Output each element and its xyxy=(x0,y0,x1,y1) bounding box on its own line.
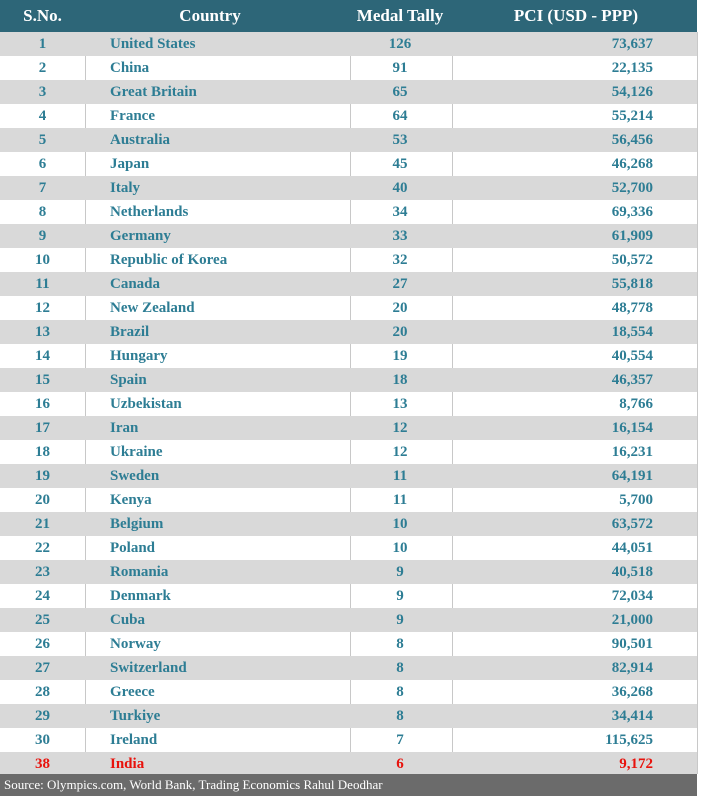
cell-country: Uzbekistan xyxy=(110,396,182,412)
table-row xyxy=(0,80,697,104)
cell-pci: 21,000 xyxy=(611,612,653,628)
table-row xyxy=(0,704,697,728)
cell-medal-tally: 34 xyxy=(392,204,408,220)
table-row xyxy=(0,512,697,536)
cell-pci: 22,135 xyxy=(611,60,653,76)
cell-country: Belgium xyxy=(110,516,164,532)
cell-country: New Zealand xyxy=(110,300,195,316)
cell-sno: 27 xyxy=(35,660,50,676)
cell-pci: 50,572 xyxy=(611,252,653,268)
cell-medal-tally: 20 xyxy=(392,300,408,316)
cell-sno: 14 xyxy=(35,348,50,364)
table-row xyxy=(0,440,697,464)
cell-sno: 26 xyxy=(35,636,50,652)
cell-sno: 18 xyxy=(35,444,50,460)
table-row xyxy=(0,488,697,512)
cell-medal-tally: 27 xyxy=(392,276,408,292)
table-row xyxy=(0,176,697,200)
cell-country: Italy xyxy=(110,180,140,196)
cell-sno: 13 xyxy=(35,324,50,340)
cell-country: Great Britain xyxy=(110,84,197,100)
cell-pci: 16,231 xyxy=(611,444,653,460)
table-row xyxy=(0,32,697,56)
cell-medal-tally: 53 xyxy=(392,132,408,148)
cell-pci: 115,625 xyxy=(605,732,653,748)
cell-medal-tally: 126 xyxy=(388,36,412,52)
cell-pci: 55,818 xyxy=(611,276,653,292)
table-row xyxy=(0,416,697,440)
table-row xyxy=(0,536,697,560)
cell-sno: 8 xyxy=(38,204,47,220)
cell-medal-tally: 91 xyxy=(392,60,408,76)
cell-country: Denmark xyxy=(110,588,171,604)
cell-pci: 46,357 xyxy=(611,372,653,388)
cell-sno: 2 xyxy=(38,60,47,76)
table-row xyxy=(0,128,697,152)
cell-country: Spain xyxy=(110,372,147,388)
cell-sno: 3 xyxy=(38,84,47,100)
cell-medal-tally: 9 xyxy=(396,588,404,604)
cell-pci: 55,214 xyxy=(611,108,653,124)
table-row xyxy=(0,608,697,632)
table-row xyxy=(0,56,697,80)
cell-pci: 8,766 xyxy=(619,396,653,412)
table-row xyxy=(0,104,697,128)
cell-country: Republic of Korea xyxy=(110,252,228,268)
cell-sno: 21 xyxy=(35,516,50,532)
cell-sno: 16 xyxy=(35,396,50,412)
cell-sno: 30 xyxy=(35,732,50,748)
cell-sno: 15 xyxy=(35,372,50,388)
cell-pci: 56,456 xyxy=(611,132,653,148)
cell-medal-tally: 10 xyxy=(392,540,408,556)
cell-medal-tally: 64 xyxy=(392,108,408,124)
cell-pci: 73,637 xyxy=(611,36,653,52)
cell-sno: 10 xyxy=(35,252,50,268)
table-row xyxy=(0,680,697,704)
cell-pci: 52,700 xyxy=(611,180,653,196)
cell-sno: 22 xyxy=(35,540,50,556)
cell-sno: 5 xyxy=(38,132,47,148)
cell-sno: 7 xyxy=(38,180,47,196)
table-row xyxy=(0,320,697,344)
cell-pci: 16,154 xyxy=(611,420,653,436)
cell-country: Japan xyxy=(110,156,150,172)
cell-medal-tally: 18 xyxy=(392,372,408,388)
table-row xyxy=(0,272,697,296)
cell-sno: 1 xyxy=(38,36,47,52)
table-row xyxy=(0,752,697,776)
cell-pci: 48,778 xyxy=(611,300,653,316)
cell-pci: 72,034 xyxy=(611,588,653,604)
cell-sno: 20 xyxy=(35,492,50,508)
cell-medal-tally: 9 xyxy=(396,564,404,580)
cell-sno: 4 xyxy=(38,108,47,124)
cell-sno: 25 xyxy=(35,612,50,628)
table-row xyxy=(0,392,697,416)
table-row xyxy=(0,584,697,608)
cell-country: Germany xyxy=(110,228,171,244)
source-footer: Source: Olympics.com, World Bank, Trading Economics Rahul Deodhar xyxy=(0,774,697,796)
cell-medal-tally: 7 xyxy=(396,732,404,748)
header-sno: S.No. xyxy=(23,6,62,25)
cell-country: Ukraine xyxy=(110,444,163,460)
table-row xyxy=(0,464,697,488)
cell-medal-tally: 45 xyxy=(392,156,408,172)
cell-sno: 23 xyxy=(35,564,50,580)
cell-country: Iran xyxy=(110,420,139,436)
cell-pci: 46,268 xyxy=(611,156,653,172)
cell-country: Poland xyxy=(110,540,156,556)
cell-country: Romania xyxy=(110,564,169,580)
cell-pci: 54,126 xyxy=(611,84,653,100)
cell-country: India xyxy=(110,756,145,772)
table-row xyxy=(0,152,697,176)
cell-country: Greece xyxy=(110,684,155,700)
cell-country: Brazil xyxy=(110,324,150,340)
cell-sno: 19 xyxy=(35,468,50,484)
cell-pci: 5,700 xyxy=(619,492,653,508)
cell-pci: 36,268 xyxy=(611,684,653,700)
cell-medal-tally: 40 xyxy=(392,180,408,196)
cell-country: Turkiye xyxy=(110,708,161,724)
cell-sno: 11 xyxy=(35,276,50,292)
cell-country: China xyxy=(110,60,150,76)
table-row xyxy=(0,344,697,368)
cell-country: Kenya xyxy=(110,492,152,508)
cell-sno: 17 xyxy=(35,420,50,436)
cell-country: Hungary xyxy=(110,348,168,364)
cell-pci: 40,518 xyxy=(611,564,653,580)
cell-pci: 63,572 xyxy=(611,516,653,532)
cell-pci: 69,336 xyxy=(611,204,653,220)
cell-pci: 90,501 xyxy=(611,636,653,652)
table-header-row xyxy=(0,0,697,32)
cell-country: Australia xyxy=(110,132,170,148)
table-row xyxy=(0,296,697,320)
cell-medal-tally: 8 xyxy=(396,684,404,700)
cell-sno: 29 xyxy=(35,708,50,724)
cell-sno: 9 xyxy=(38,228,47,244)
cell-pci: 9,172 xyxy=(619,756,653,772)
cell-country: Canada xyxy=(110,276,161,292)
cell-pci: 61,909 xyxy=(611,228,653,244)
cell-medal-tally: 8 xyxy=(396,708,404,724)
cell-medal-tally: 12 xyxy=(392,444,408,460)
cell-medal-tally: 9 xyxy=(396,612,404,628)
cell-medal-tally: 8 xyxy=(396,636,404,652)
cell-country: Cuba xyxy=(110,612,146,628)
cell-country: United States xyxy=(110,36,196,52)
cell-pci: 34,414 xyxy=(611,708,653,724)
cell-medal-tally: 32 xyxy=(392,252,408,268)
header-pci: PCI (USD - PPP) xyxy=(513,6,639,25)
header-medal-tally: Medal Tally xyxy=(356,6,444,25)
cell-pci: 44,051 xyxy=(611,540,653,556)
cell-pci: 18,554 xyxy=(611,324,653,340)
table-row xyxy=(0,632,697,656)
cell-medal-tally: 8 xyxy=(396,660,404,676)
cell-country: Netherlands xyxy=(110,204,189,220)
table-row xyxy=(0,200,697,224)
table-row xyxy=(0,656,697,680)
cell-country: France xyxy=(110,108,155,124)
cell-medal-tally: 13 xyxy=(392,396,408,412)
grid-line xyxy=(697,32,698,774)
cell-sno: 28 xyxy=(35,684,50,700)
cell-country: Norway xyxy=(110,636,161,652)
cell-country: Switzerland xyxy=(110,660,187,676)
cell-sno: 24 xyxy=(35,588,50,604)
cell-medal-tally: 12 xyxy=(392,420,408,436)
cell-country: Sweden xyxy=(110,468,160,484)
cell-medal-tally: 11 xyxy=(392,468,408,484)
cell-sno: 6 xyxy=(38,156,47,172)
table-row xyxy=(0,224,697,248)
cell-country: Ireland xyxy=(110,732,158,748)
cell-sno: 38 xyxy=(35,756,50,772)
table-row xyxy=(0,368,697,392)
cell-medal-tally: 10 xyxy=(392,516,408,532)
cell-pci: 82,914 xyxy=(611,660,653,676)
cell-pci: 64,191 xyxy=(611,468,653,484)
header-country: Country xyxy=(179,6,241,25)
table-row xyxy=(0,728,697,752)
cell-pci: 40,554 xyxy=(611,348,653,364)
table-row xyxy=(0,560,697,584)
cell-medal-tally: 11 xyxy=(392,492,408,508)
cell-medal-tally: 20 xyxy=(392,324,408,340)
cell-medal-tally: 6 xyxy=(396,756,404,772)
cell-medal-tally: 19 xyxy=(392,348,408,364)
cell-medal-tally: 65 xyxy=(392,84,408,100)
table-row xyxy=(0,248,697,272)
cell-medal-tally: 33 xyxy=(392,228,408,244)
cell-sno: 12 xyxy=(35,300,50,316)
